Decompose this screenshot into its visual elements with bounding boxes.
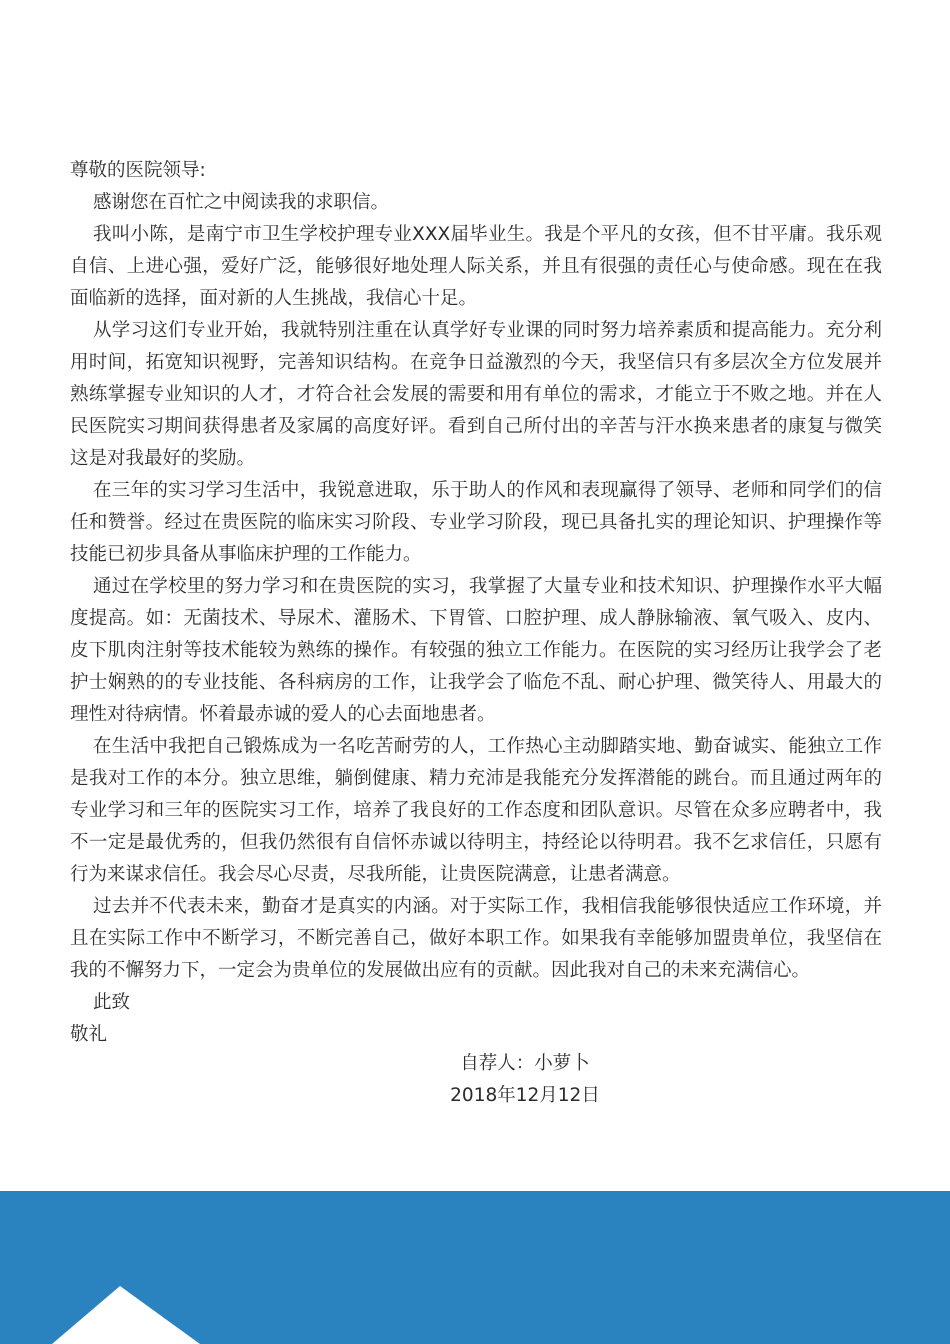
letter-paragraph-future: 过去并不代表未来，勤奋才是真实的内涵。对于实际工作，我相信我能够很快适应工作环境，并且在实际工作中不断学习，不断完善自己，做好本职工作。如果我有幸能够加盟贵单位，我坚信在我的不懈努力下，一定会为贵单位的发展做出应有的贡献。因此我对自己的未来充满信心。 — [70, 896, 882, 981]
letter-closing: 敬礼 — [70, 1024, 108, 1045]
letter-paragraph-study: 从学习这们专业开始，我就特别注重在认真学好专业课的同时努力培养素质和提高能力。充分利用时间，拓宽知识视野，完善知识结构。在竞争日益激烈的今天，我坚信只有多层次全方位发展并熟练掌握专业知识的人才，才符合社会发展的需要和用有单位的需求，才能立于不败之地。并在人民医院实习期间获得患者及家属的高度好评。看到自己所付出的辛苦与汗水换来患者的康复与微笑这是对我最好的奖励。 — [70, 320, 882, 469]
footer-triangle-notch — [0, 1191, 950, 1344]
letter-paragraph-intro: 我叫小陈，是南宁市卫生学校护理专业XXX届毕业生。我是个平凡的女孩，但不甘平庸。我乐观自信、上进心强，爱好广泛，能够很好地处理人际关系，并且有很强的责任心与使命感。现在在我面临新的选择，面对新的人生挑战，我信心十足。 — [70, 224, 882, 309]
letter-signer: 自荐人：小萝卜 — [460, 1053, 590, 1074]
letter-valediction: 此致 — [93, 992, 131, 1013]
letter-paragraph-character: 在生活中我把自己锻炼成为一名吃苦耐劳的人，工作热心主动脚踏实地、勤奋诚实、能独立工作是我对工作的本分。独立思维，躺倒健康、精力充沛是我能充分发挥潜能的跳台。而且通过两年的专业学习和三年的医院实习工作，培养了我良好的工作态度和团队意识。尽管在众多应聘者中，我不一定是最优秀的，但我仍然很有自信怀赤诚以待明主，持经论以待明君。我不乞求信任，只愿有行为来谋求信任。我会尽心尽责，尽我所能，让贵医院满意，让患者满意。 — [70, 736, 882, 885]
letter-salutation: 尊敬的医院领导: — [70, 160, 206, 181]
letter-paragraph-thanks: 感谢您在百忙之中阅读我的求职信。 — [93, 192, 390, 213]
cover-letter-body — [70, 155, 882, 1051]
letter-date: 2018年12月12日 — [450, 1085, 600, 1106]
letter-paragraph-internship: 在三年的实习学习生活中，我锐意进取，乐于助人的作风和表现赢得了领导、老师和同学们的信任和赞誉。经过在贵医院的临床实习阶段、专业学习阶段，现已具备扎实的理论知识、护理操作等技能已初步具备从事临床护理的工作能力。 — [70, 480, 882, 565]
letter-paragraph-skills: 通过在学校里的努力学习和在贵医院的实习，我掌握了大量专业和技术知识、护理操作水平大幅度提高。如：无菌技术、导尿术、灌肠术、下胃管、口腔护理、成人静脉输液、氧气吸入、皮内、皮下肌肉注射等技术能较为熟练的操作。有较强的独立工作能力。在医院的实习经历让我学会了老护士娴熟的的专业技能、各科病房的工作，让我学会了临危不乱、耐心护理、微笑待人、用最大的理性对待病情。怀着最赤诚的爱人的心去面地患者。 — [70, 576, 882, 725]
